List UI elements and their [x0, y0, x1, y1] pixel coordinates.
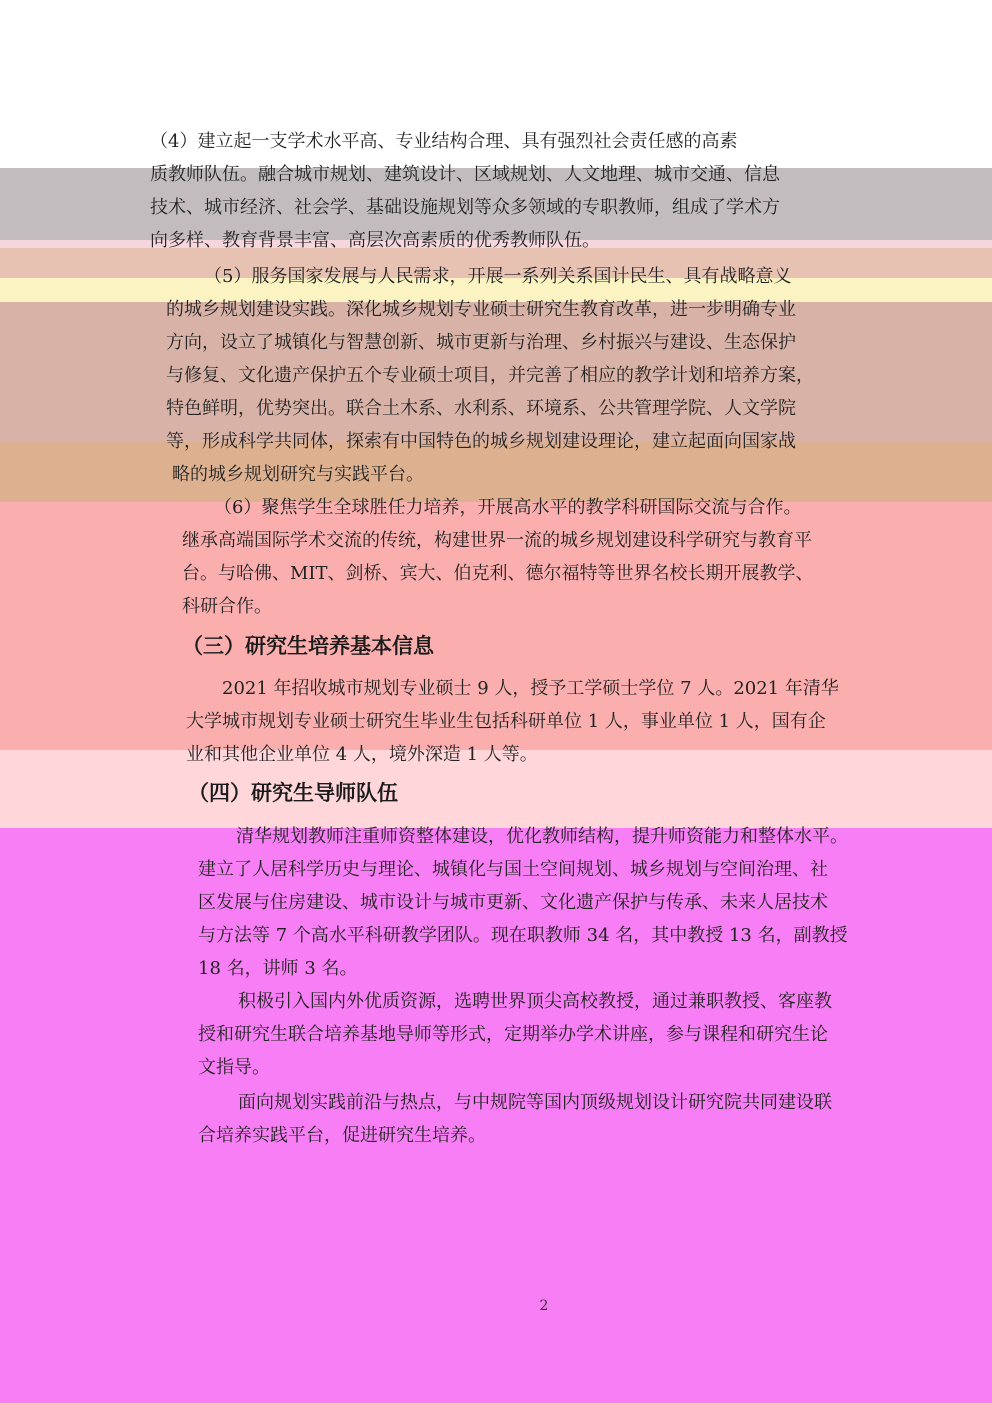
paragraph-line: 略的城乡规划研究与实践平台。: [172, 464, 424, 485]
paragraph-line: 与修复、文化遗产保护五个专业硕士项目，并完善了相应的教学计划和培养方案，: [166, 365, 814, 386]
paragraph-line: 授和研究生联合培养基地导师等形式，定期举办学术讲座，参与课程和研究生论: [198, 1024, 828, 1045]
paragraph-line: 科研合作。: [182, 596, 272, 617]
paragraph-line: 建立了人居科学历史与理论、城镇化与国土空间规划、城乡规划与空间治理、社: [198, 859, 828, 880]
paragraph-line: 业和其他企业单位 4 人，境外深造 1 人等。: [186, 744, 538, 765]
paragraph-line: 方向，设立了城镇化与智慧创新、城市更新与治理、乡村振兴与建设、生态保护: [166, 332, 796, 353]
paragraph-line: 的城乡规划建设实践。深化城乡规划专业硕士研究生教育改革，进一步明确专业: [166, 299, 796, 320]
paragraph-line: 继承高端国际学术交流的传统，构建世界一流的城乡规划建设科学研究与教育平: [182, 530, 812, 551]
paragraph-line: 向多样、教育背景丰富、高层次高素质的优秀教师队伍。: [150, 230, 600, 251]
paragraph-line: 文指导。: [198, 1057, 270, 1078]
paragraph-line: 面向规划实践前沿与热点，与中规院等国内顶级规划设计研究院共同建设联: [238, 1092, 832, 1113]
paragraph-line: 18 名，讲师 3 名。: [198, 958, 358, 979]
paragraph-line: 区发展与住房建设、城市设计与城市更新、文化遗产保护与传承、未来人居技术: [198, 892, 828, 913]
paragraph-line: 质教师队伍。融合城市规划、建筑设计、区域规划、人文地理、城市交通、信息: [150, 164, 780, 185]
paragraph-line: 合培养实践平台，促进研究生培养。: [198, 1125, 486, 1146]
paragraph-line: （6）聚焦学生全球胜任力培养，开展高水平的教学科研国际交流与合作。: [214, 497, 802, 518]
paragraph-line: （4）建立起一支学术水平高、专业结构合理、具有强烈社会责任感的高素: [150, 131, 738, 152]
page-number: 2: [539, 1298, 549, 1314]
paragraph-line: （5）服务国家发展与人民需求，开展一系列关系国计民生、具有战略意义: [204, 266, 792, 287]
paragraph-line: 清华规划教师注重师资整体建设，优化教师结构，提升师资能力和整体水平。: [236, 826, 848, 847]
section-heading-4: （四）研究生导师队伍: [188, 781, 398, 805]
paragraph-line: 积极引入国内外优质资源，选聘世界顶尖高校教授，通过兼职教授、客座教: [238, 991, 832, 1012]
paragraph-line: 技术、城市经济、社会学、基础设施规划等众多领域的专职教师，组成了学术方: [150, 197, 780, 218]
paragraph-line: 特色鲜明，优势突出。联合土木系、水利系、环境系、公共管理学院、人文学院: [166, 398, 796, 419]
section-heading-3: （三）研究生培养基本信息: [182, 634, 434, 658]
paragraph-line: 台。与哈佛、MIT、剑桥、宾大、伯克利、德尔福特等世界名校长期开展教学、: [182, 563, 814, 584]
paragraph-line: 等，形成科学共同体，探索有中国特色的城乡规划建设理论，建立起面向国家战: [166, 431, 796, 452]
paragraph-line: 与方法等 7 个高水平科研教学团队。现在职教师 34 名，其中教授 13 名，副教授: [198, 925, 848, 946]
paragraph-line: 大学城市规划专业硕士研究生毕业生包括科研单位 1 人，事业单位 1 人，国有企: [186, 711, 826, 732]
paragraph-line: 2021 年招收城市规划专业硕士 9 人，授予工学硕士学位 7 人。2021 年清华: [222, 678, 839, 699]
